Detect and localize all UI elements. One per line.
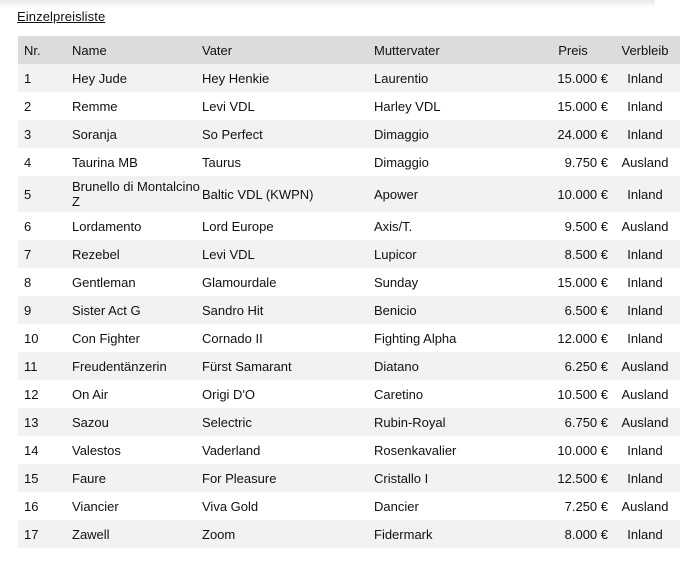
cell-muttervater: Diatano [374,358,419,374]
cell-name: Remme [72,98,118,114]
cell-muttervater: Rubin-Royal [374,414,446,430]
cell-muttervater: Dimaggio [374,154,429,170]
cell-nr: 10 [24,330,39,346]
cell-verbleib: Inland [627,470,663,486]
cell-verbleib: Inland [627,70,663,86]
cell-preis: 6.500 € [564,302,608,318]
cell-vater: Vaderland [202,442,261,458]
cell-verbleib: Inland [627,186,663,202]
cell-name: On Air [72,386,109,402]
cell-verbleib: Inland [627,98,663,114]
cell-preis: 8.000 € [564,526,608,542]
cell-name: Faure [72,470,106,486]
table-header [18,36,680,64]
table-row [18,324,680,352]
cell-nr: 6 [24,218,32,234]
table-row [18,268,680,296]
cell-name: Valestos [72,442,121,458]
cell-vater: Glamourdale [202,274,277,290]
table-row [18,520,680,548]
cell-nr: 16 [24,498,39,514]
cell-name: Zawell [72,526,110,542]
table-row [18,148,680,176]
cell-verbleib: Inland [627,246,663,262]
cell-verbleib: Ausland [621,358,669,374]
cell-nr: 12 [24,386,39,402]
cell-preis: 10.500 € [557,386,608,402]
cell-vater: Zoom [202,526,236,542]
table-row [18,212,680,240]
cell-name: Hey Jude [72,70,127,86]
cell-nr: 1 [24,70,32,86]
cell-verbleib: Inland [627,274,663,290]
cell-preis: 10.000 € [557,442,608,458]
cell-verbleib: Ausland [621,498,669,514]
cell-muttervater: Sunday [374,274,419,290]
cell-verbleib: Ausland [621,414,669,430]
cell-vater: Hey Henkie [202,70,270,86]
column-header-preis: Preis [558,42,588,58]
cell-name: Freudentänzerin [72,358,167,374]
cell-nr: 15 [24,470,39,486]
table-row [18,352,680,380]
cell-vater: Sandro Hit [202,302,264,318]
table-row [18,120,680,148]
cell-nr: 2 [24,98,32,114]
cell-muttervater: Harley VDL [374,98,441,114]
cell-name: Brunello di Montalcino Z [72,179,200,209]
column-header-nr: Nr. [24,42,41,58]
cell-name: Lordamento [72,218,142,234]
table-row [18,92,680,120]
cell-name: Viancier [72,498,119,514]
cell-nr: 17 [24,526,39,542]
cell-preis: 12.000 € [557,330,608,346]
cell-name: Con Fighter [72,330,140,346]
cell-muttervater: Fighting Alpha [374,330,457,346]
cell-muttervater: Dancier [374,498,419,514]
cell-muttervater: Apower [374,186,419,202]
cell-preis: 9.750 € [564,154,608,170]
cell-preis: 15.000 € [557,70,608,86]
cell-preis: 12.500 € [557,470,608,486]
cell-verbleib: Ausland [621,154,669,170]
cell-nr: 8 [24,274,32,290]
cell-preis: 10.000 € [557,186,608,202]
top-shadow [0,0,655,8]
cell-verbleib: Inland [627,442,663,458]
cell-muttervater: Benicio [374,302,417,318]
cell-muttervater: Cristallo I [374,470,429,486]
cell-name: Sazou [72,414,109,430]
cell-muttervater: Caretino [374,386,424,402]
cell-muttervater: Axis/T. [374,218,413,234]
cell-vater: For Pleasure [202,470,277,486]
cell-muttervater: Fidermark [374,526,433,542]
table-row [18,464,680,492]
cell-muttervater: Dimaggio [374,126,429,142]
cell-preis: 6.250 € [564,358,608,374]
cell-preis: 15.000 € [557,98,608,114]
table-body [18,64,680,548]
cell-preis: 7.250 € [564,498,608,514]
table-row [18,380,680,408]
cell-nr: 13 [24,414,39,430]
cell-name: Rezebel [72,246,120,262]
table-row [18,408,680,436]
cell-nr: 9 [24,302,32,318]
table-row [18,492,680,520]
cell-preis: 9.500 € [564,218,608,234]
table-row [18,436,680,464]
cell-verbleib: Ausland [621,386,669,402]
cell-vater: So Perfect [202,126,263,142]
cell-muttervater: Lupicor [374,246,417,262]
cell-vater: Origi D'O [202,386,256,402]
cell-muttervater: Laurentio [374,70,429,86]
cell-verbleib: Inland [627,302,663,318]
cell-preis: 24.000 € [557,126,608,142]
cell-vater: Taurus [202,154,242,170]
cell-nr: 14 [24,442,39,458]
cell-nr: 11 [24,358,38,374]
cell-name: Sister Act G [72,302,141,318]
column-header-vater: Vater [202,42,233,58]
column-header-verbleib: Verbleib [621,42,669,58]
cell-nr: 5 [24,186,32,202]
cell-name: Taurina MB [72,154,138,170]
cell-vater: Levi VDL [202,246,255,262]
price-table [18,36,680,548]
cell-preis: 8.500 € [564,246,608,262]
cell-vater: Cornado II [202,330,263,346]
cell-name: Soranja [72,126,117,142]
cell-nr: 3 [24,126,32,142]
cell-vater: Selectric [202,414,252,430]
cell-verbleib: Inland [627,526,663,542]
cell-nr: 7 [24,246,32,262]
table-row [18,176,680,212]
cell-preis: 15.000 € [557,274,608,290]
cell-vater: Fürst Samarant [202,358,292,374]
cell-vater: Lord Europe [202,218,274,234]
cell-verbleib: Inland [627,330,663,346]
header-row [18,36,680,64]
document-title: Einzelpreisliste [17,9,106,24]
cell-vater: Viva Gold [202,498,259,514]
cell-vater: Baltic VDL (KWPN) [202,186,314,202]
cell-verbleib: Ausland [621,218,669,234]
cell-nr: 4 [24,154,32,170]
column-header-name: Name [72,42,107,58]
cell-verbleib: Inland [627,126,663,142]
cell-vater: Levi VDL [202,98,255,114]
cell-preis: 6.750 € [564,414,608,430]
table-row [18,64,680,92]
cell-muttervater: Rosenkavalier [374,442,457,458]
table-row [18,296,680,324]
cell-name: Gentleman [72,274,136,290]
column-header-muttervater: Muttervater [374,42,440,58]
table-row [18,240,680,268]
